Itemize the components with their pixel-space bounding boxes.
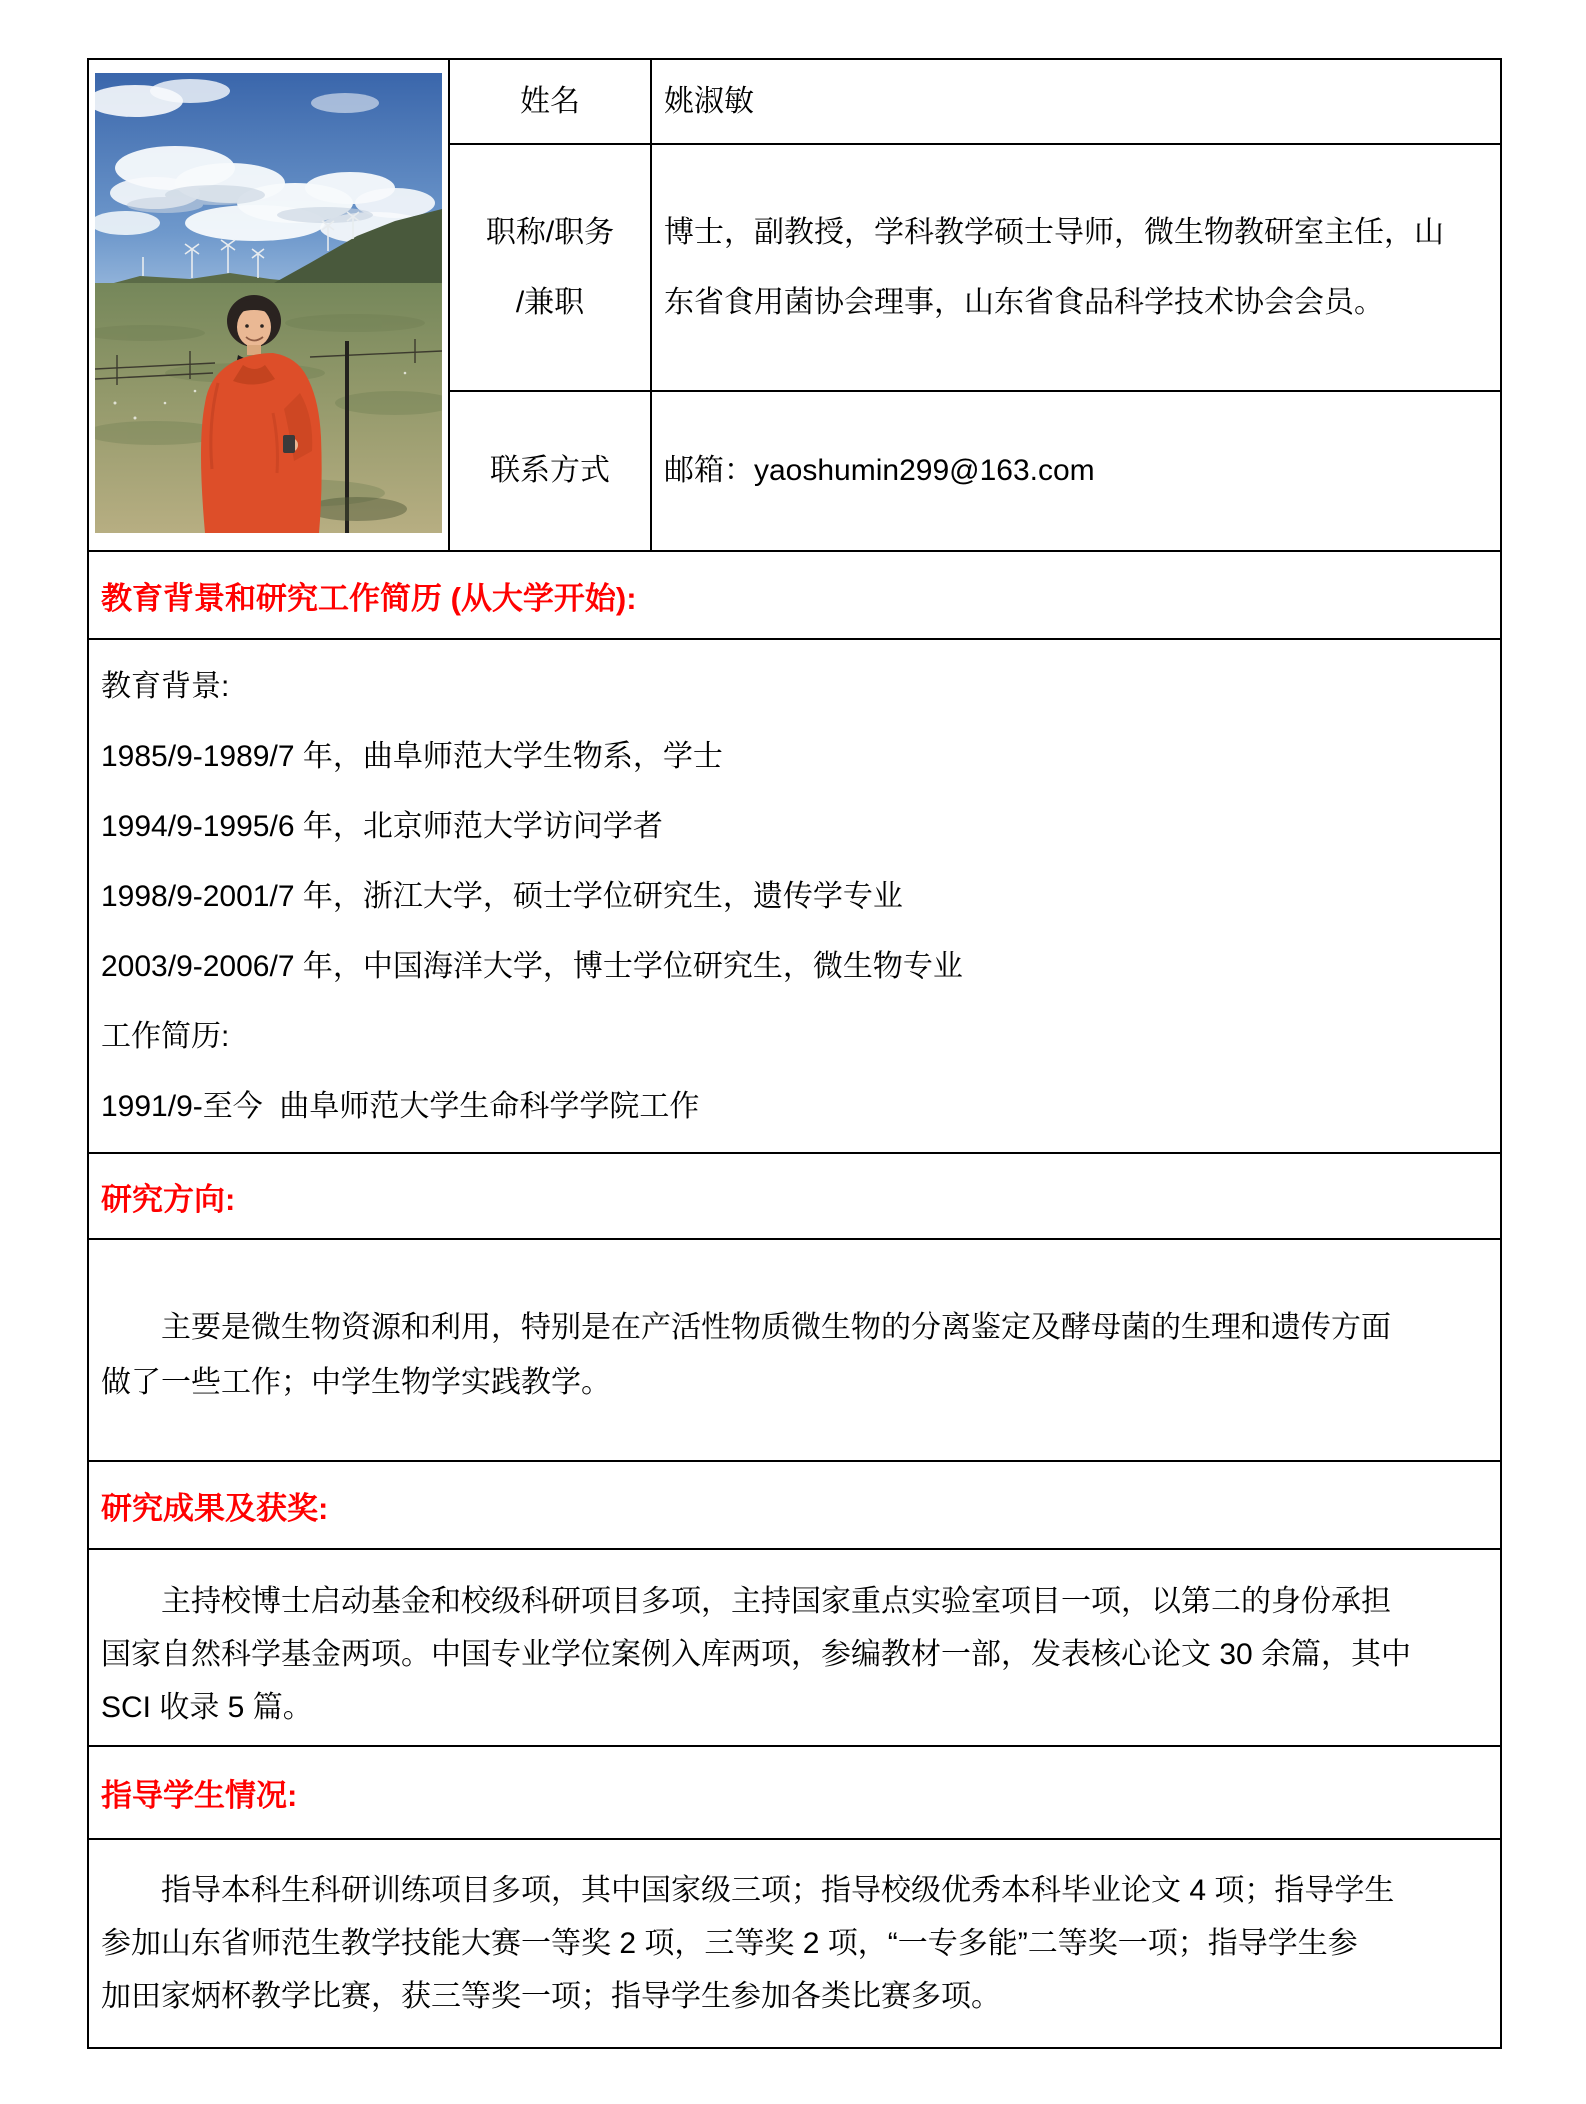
person-neck <box>247 345 261 355</box>
name-label: 姓名 <box>520 84 580 118</box>
text-line: 1991/9-至今 曲阜师范大学生命科学学院工作 <box>101 1090 700 1123</box>
achievements-header-cell <box>88 1461 1501 1549</box>
text-line: 指导本科生科研训练项目多项，其中国家级三项；指导校级优秀本科毕业论文 4 项；指导学生 <box>161 1874 1395 1907</box>
title-label-line1: 职称/职务 <box>485 215 615 249</box>
text-line: 教育背景: <box>101 670 230 703</box>
education-body <box>89 640 1500 1142</box>
text-line: 参加山东省师范生教学技能大赛一等奖 2 项，三等奖 2 项，“一专多能”二等奖一项；指导学生参 <box>101 1927 1358 1960</box>
photo-cell <box>88 59 449 551</box>
text-line: 工作简历: <box>101 1020 230 1053</box>
research-direction-body-cell <box>88 1239 1501 1461</box>
person-shadow <box>307 497 407 521</box>
title-value-cell <box>651 144 1501 391</box>
students-body-cell <box>88 1839 1501 2048</box>
profile-table <box>87 58 1502 2049</box>
students-body <box>89 1840 1500 2023</box>
text-line: 东省食用菌协会理事，山东省食品科学技术协会会员。 <box>664 285 1384 319</box>
name-label-cell <box>449 59 651 144</box>
name-value-cell <box>651 59 1501 144</box>
text-line: 1994/9-1995/6 年，北京师范大学访问学者 <box>101 810 663 843</box>
title-value <box>652 198 1500 338</box>
text-line: 1985/9-1989/7 年，曲阜师范大学生物系，学士 <box>101 740 723 773</box>
research-direction-body <box>89 1240 1500 1410</box>
text-line: 主持校博士启动基金和校级科研项目多项，主持国家重点实验室项目一项，以第二的身份承担 <box>161 1585 1391 1618</box>
contact-label-cell <box>449 391 651 551</box>
text-line: 加田家炳杯教学比赛，获三等奖一项；指导学生参加各类比赛多项。 <box>101 1980 1001 2013</box>
research-direction-header: 研究方向: <box>101 1181 236 1217</box>
achievements-body <box>89 1550 1500 1734</box>
text-line: 主要是微生物资源和利用，特别是在产活性物质微生物的分离鉴定及酵母菌的生理和遗传方面 <box>161 1311 1391 1344</box>
students-header: 指导学生情况: <box>101 1778 298 1813</box>
held-object <box>283 435 295 453</box>
contact-label: 联系方式 <box>490 454 610 487</box>
education-section-header: 教育背景和研究工作简历 (从大学开始): <box>101 580 637 616</box>
contact-value-cell <box>651 391 1501 551</box>
text-line: 国家自然科学基金两项。中国专业学位案例入库两项，参编教材一部，发表核心论文 30 余篇，其中 <box>101 1638 1412 1671</box>
students-header-cell <box>88 1746 1501 1839</box>
title-label-cell <box>449 144 651 391</box>
name-value: 姚淑敏 <box>664 84 754 118</box>
text-line: 1998/9-2001/7 年，浙江大学，硕士学位研究生，遗传学专业 <box>101 880 903 913</box>
achievements-header: 研究成果及获奖: <box>101 1490 329 1526</box>
text-line: 做了一些工作；中学生物学实践教学。 <box>101 1366 611 1399</box>
contact-email: 邮箱：yaoshumin299@163.com <box>664 454 1095 487</box>
text-line: 2003/9-2006/7 年，中国海洋大学，博士学位研究生，微生物专业 <box>101 950 963 983</box>
text-line: SCI 收录 5 篇。 <box>101 1691 313 1724</box>
title-label-line2: /兼职 <box>515 285 585 319</box>
achievements-body-cell <box>88 1549 1501 1746</box>
education-header-cell <box>88 551 1501 639</box>
research-direction-header-cell <box>88 1153 1501 1239</box>
field-portrait-photo-art <box>95 73 442 533</box>
field-portrait-photo <box>95 73 442 533</box>
text-line: 博士，副教授，学科教学硕士导师，微生物教研室主任，山 <box>664 215 1444 249</box>
education-body-cell <box>88 639 1501 1153</box>
